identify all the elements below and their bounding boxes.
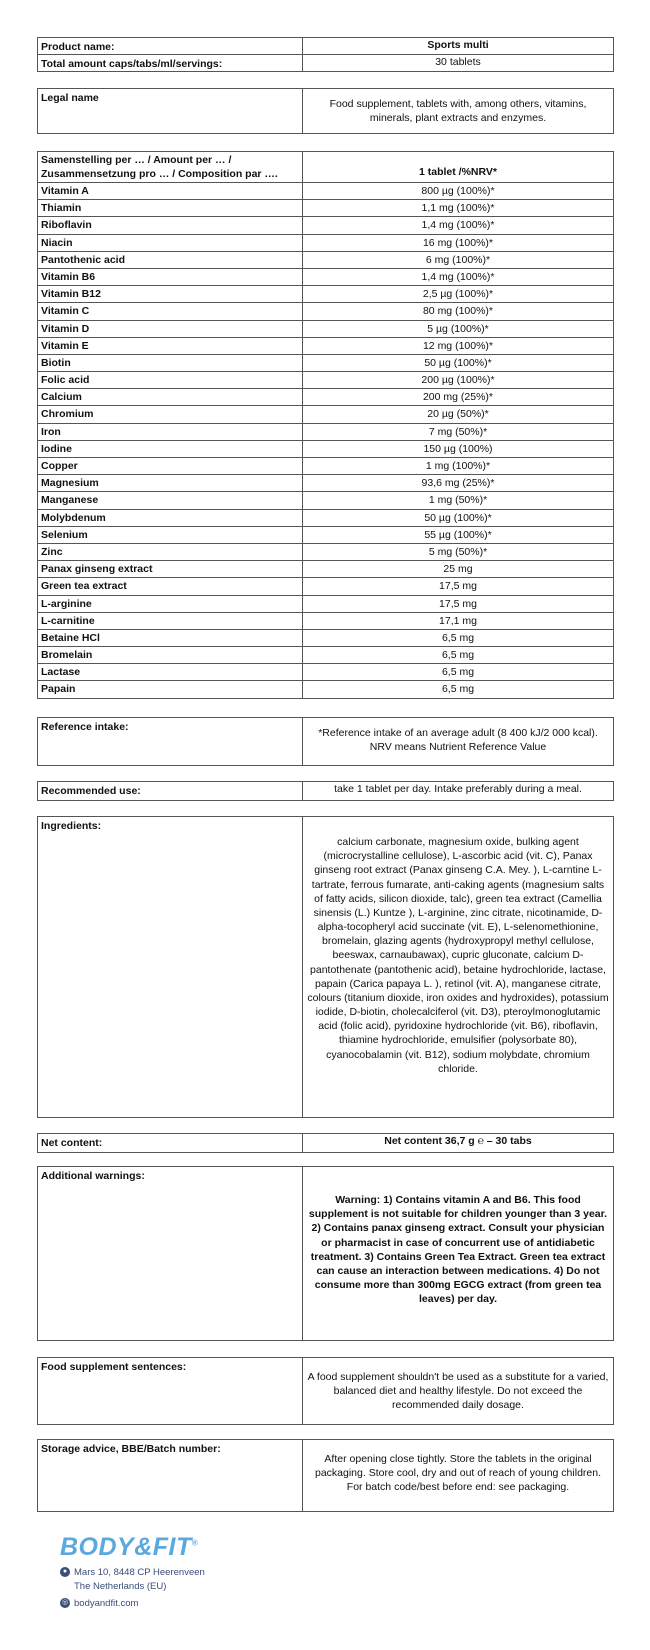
logo-text: BODY&FIT bbox=[60, 1533, 192, 1561]
food-supplement-value: A food supplement shouldn't be used as a substitute for a varied, balanced diet and healthy lifestyle. Do not exceed the recommended daily dosage. bbox=[303, 1358, 614, 1425]
table-row bbox=[38, 303, 614, 320]
nutrient-name: Vitamin D bbox=[38, 320, 303, 337]
nutrient-name: Niacin bbox=[38, 234, 303, 251]
warnings-label: Additional warnings: bbox=[38, 1167, 303, 1341]
amount-value: 30 tablets bbox=[303, 55, 614, 72]
ingredients-value: calcium carbonate, magnesium oxide, bulking agent (microcrystalline cellulose), L-ascorbic acid (vit. C), Panax ginseng root extract (Panax ginseng C.A. Mey. ), L-carntine L-tartrate, ferrous fumarate, anti-caking agents (magnesium salts of fatty acids, silicon dioxide, talc), green tea extract (Camellia sinensis (L.) Kuntze ), L-arginine, zinc citrate, nicotinamide, D-alpha-tocopheryl acid succinate (vit. E), L-selenomethionine, bromelain, glazing agents (hydroxypropyl methyl cellulose, beeswax, carnaubawax), cupric gluconate, calcium D-pantothenate (pantothenic acid), betaine hydrochloride, lactase, papain (Carica papaya L. ), retinol (vit. A), manganese citrate, colours (titanium dioxide, iron oxides and hydroxides), potassium iodide, D-biotin, cholecalciferol (vit. D3), pteroylmonoglutamic acid (folic acid), pyridoxine hydrochloride (vit. B6), riboflavin, thiamine hydrochloride, emulsifier (polysorbate 80), cyanocobalamin (vit. B12), sodium molybdate, chromium chloride. bbox=[303, 817, 614, 1118]
table-row bbox=[38, 234, 614, 251]
composition-table bbox=[37, 151, 614, 699]
nutrient-amount: 16 mg (100%)* bbox=[303, 234, 614, 251]
composition-header-row bbox=[38, 152, 614, 183]
address-line-1 bbox=[60, 1567, 205, 1578]
table-row bbox=[38, 718, 614, 766]
product-table bbox=[37, 37, 614, 72]
table-row bbox=[38, 561, 614, 578]
nutrient-amount: 12 mg (100%)* bbox=[303, 337, 614, 354]
nutrient-amount: 1 mg (50%)* bbox=[303, 492, 614, 509]
legal-name-label: Legal name bbox=[38, 89, 303, 134]
nutrient-name: Copper bbox=[38, 458, 303, 475]
nutrient-amount: 93,6 mg (25%)* bbox=[303, 475, 614, 492]
reference-intake-value: *Reference intake of an average adult (8 400 kJ/2 000 kcal). NRV means Nutrient Reference Value bbox=[303, 718, 614, 766]
website-link[interactable] bbox=[60, 1598, 138, 1609]
reference-intake-label: Reference intake: bbox=[38, 718, 303, 766]
table-row bbox=[38, 286, 614, 303]
nutrient-amount: 50 µg (100%)* bbox=[303, 509, 614, 526]
nutrient-amount: 17,1 mg bbox=[303, 612, 614, 629]
nutrient-name: Vitamin B6 bbox=[38, 268, 303, 285]
composition-header-value: 1 tablet /%NRV* bbox=[303, 152, 614, 183]
nutrient-amount: 2,5 µg (100%)* bbox=[303, 286, 614, 303]
globe-icon: ◎ bbox=[61, 1599, 69, 1607]
table-row bbox=[38, 782, 614, 801]
ingredients-label: Ingredients: bbox=[38, 817, 303, 1118]
nutrient-amount: 150 µg (100%) bbox=[303, 440, 614, 457]
nutrient-amount: 7 mg (50%)* bbox=[303, 423, 614, 440]
nutrient-name: Selenium bbox=[38, 526, 303, 543]
table-row bbox=[38, 1134, 614, 1153]
nutrient-name: L-arginine bbox=[38, 595, 303, 612]
website-text[interactable]: bodyandfit.com bbox=[74, 1598, 139, 1609]
table-row bbox=[38, 337, 614, 354]
table-row bbox=[38, 320, 614, 337]
table-row bbox=[38, 595, 614, 612]
ingredients-table bbox=[37, 816, 614, 1118]
nutrient-amount: 200 µg (100%)* bbox=[303, 372, 614, 389]
nutrient-name: Vitamin A bbox=[38, 183, 303, 200]
food-supplement-table bbox=[37, 1357, 614, 1425]
warnings-value: Warning: 1) Contains vitamin A and B6. This food supplement is not suitable for children younger than 3 year. 2) Contains panax ginseng extract. Consult your physician or pharmacist in case of concurrent use of antidiabetic treatment. 3) Contains Green Tea Extract. Green tea extract can cause an interaction between medications. 4) Do not consume more than 300mg EGCG extract (from green tea leaves) per day. bbox=[303, 1167, 614, 1341]
nutrient-name: Thiamin bbox=[38, 200, 303, 217]
table-row bbox=[38, 681, 614, 698]
nutrient-amount: 1,4 mg (100%)* bbox=[303, 268, 614, 285]
nutrient-amount: 1 mg (100%)* bbox=[303, 458, 614, 475]
nutrient-amount: 5 mg (50%)* bbox=[303, 543, 614, 560]
table-row bbox=[38, 578, 614, 595]
recommended-use-value: take 1 tablet per day. Intake preferably during a meal. bbox=[303, 782, 614, 801]
table-row bbox=[38, 55, 614, 72]
nutrient-name: Chromium bbox=[38, 406, 303, 423]
table-row bbox=[38, 1167, 614, 1341]
net-content-table bbox=[37, 1133, 614, 1153]
nutrient-amount: 200 mg (25%)* bbox=[303, 389, 614, 406]
location-pin-icon: ● bbox=[60, 1567, 70, 1577]
legal-name-table bbox=[37, 88, 614, 134]
amount-label: Total amount caps/tabs/ml/servings: bbox=[38, 55, 303, 72]
address-street: Mars 10, 8448 CP Heerenveen bbox=[74, 1567, 205, 1578]
nutrient-name: Vitamin C bbox=[38, 303, 303, 320]
nutrient-name: Bromelain bbox=[38, 647, 303, 664]
nutrient-amount: 6,5 mg bbox=[303, 681, 614, 698]
nutrient-amount: 1,1 mg (100%)* bbox=[303, 200, 614, 217]
table-row bbox=[38, 38, 614, 55]
table-row bbox=[38, 183, 614, 200]
nutrient-name: Iodine bbox=[38, 440, 303, 457]
nutrient-name: Zinc bbox=[38, 543, 303, 560]
recommended-use-label: Recommended use: bbox=[38, 782, 303, 801]
storage-table bbox=[37, 1439, 614, 1512]
nutrient-name: Betaine HCl bbox=[38, 629, 303, 646]
table-row bbox=[38, 526, 614, 543]
table-row bbox=[38, 612, 614, 629]
product-name-value: Sports multi bbox=[303, 38, 614, 55]
nutrient-amount: 6 mg (100%)* bbox=[303, 251, 614, 268]
table-row bbox=[38, 543, 614, 560]
table-row bbox=[38, 664, 614, 681]
table-row bbox=[38, 458, 614, 475]
nutrient-name: Manganese bbox=[38, 492, 303, 509]
table-row bbox=[38, 1440, 614, 1512]
nutrient-amount: 20 µg (50%)* bbox=[303, 406, 614, 423]
table-row bbox=[38, 217, 614, 234]
nutrient-name: Magnesium bbox=[38, 475, 303, 492]
nutrient-amount: 6,5 mg bbox=[303, 664, 614, 681]
table-row bbox=[38, 89, 614, 134]
nutrient-amount: 17,5 mg bbox=[303, 578, 614, 595]
nutrient-name: Panax ginseng extract bbox=[38, 561, 303, 578]
storage-value: After opening close tightly. Store the tablets in the original packaging. Store cool, dry and out of reach of young children. For batch code/best before end: see packaging. bbox=[303, 1440, 614, 1512]
net-content-value: Net content 36,7 g ℮ – 30 tabs bbox=[303, 1134, 614, 1153]
table-row bbox=[38, 817, 614, 1118]
table-row bbox=[38, 200, 614, 217]
table-row bbox=[38, 1358, 614, 1425]
nutrient-name: Biotin bbox=[38, 354, 303, 371]
address-line-2: The Netherlands (EU) bbox=[74, 1581, 167, 1592]
table-row bbox=[38, 406, 614, 423]
legal-name-value: Food supplement, tablets with, among others, vitamins, minerals, plant extracts and enzymes. bbox=[303, 89, 614, 134]
nutrient-name: Papain bbox=[38, 681, 303, 698]
nutrient-amount: 6,5 mg bbox=[303, 647, 614, 664]
nutrient-name: Vitamin B12 bbox=[38, 286, 303, 303]
table-row bbox=[38, 629, 614, 646]
product-name-label: Product name: bbox=[38, 38, 303, 55]
net-content-label: Net content: bbox=[38, 1134, 303, 1153]
nutrient-amount: 800 µg (100%)* bbox=[303, 183, 614, 200]
nutrient-name: Folic acid bbox=[38, 372, 303, 389]
table-row bbox=[38, 423, 614, 440]
nutrient-name: Pantothenic acid bbox=[38, 251, 303, 268]
table-row bbox=[38, 251, 614, 268]
table-row bbox=[38, 268, 614, 285]
table-row bbox=[38, 389, 614, 406]
table-row bbox=[38, 354, 614, 371]
nutrient-name: Iron bbox=[38, 423, 303, 440]
nutrient-name: Riboflavin bbox=[38, 217, 303, 234]
table-row bbox=[38, 647, 614, 664]
storage-label: Storage advice, BBE/Batch number: bbox=[38, 1440, 303, 1512]
recommended-use-table bbox=[37, 781, 614, 801]
nutrient-name: Calcium bbox=[38, 389, 303, 406]
nutrient-amount: 5 µg (100%)* bbox=[303, 320, 614, 337]
reference-intake-table bbox=[37, 717, 614, 766]
registered-mark: ® bbox=[191, 1538, 199, 1548]
nutrient-amount: 80 mg (100%)* bbox=[303, 303, 614, 320]
food-supplement-label: Food supplement sentences: bbox=[38, 1358, 303, 1425]
nutrient-name: Vitamin E bbox=[38, 337, 303, 354]
nutrient-amount: 25 mg bbox=[303, 561, 614, 578]
nutrient-name: Molybdenum bbox=[38, 509, 303, 526]
brand-logo bbox=[60, 1533, 198, 1562]
nutrient-name: L-carnitine bbox=[38, 612, 303, 629]
table-row bbox=[38, 440, 614, 457]
composition-header-label: Samenstelling per … / Amount per … / Zusammensetzung pro … / Composition par …. bbox=[38, 152, 303, 183]
table-row bbox=[38, 492, 614, 509]
nutrient-amount: 1,4 mg (100%)* bbox=[303, 217, 614, 234]
nutrient-amount: 55 µg (100%)* bbox=[303, 526, 614, 543]
nutrient-name: Lactase bbox=[38, 664, 303, 681]
table-row bbox=[38, 475, 614, 492]
nutrient-amount: 50 µg (100%)* bbox=[303, 354, 614, 371]
warnings-table bbox=[37, 1166, 614, 1341]
table-row bbox=[38, 372, 614, 389]
table-row bbox=[38, 509, 614, 526]
nutrient-name: Green tea extract bbox=[38, 578, 303, 595]
nutrient-amount: 17,5 mg bbox=[303, 595, 614, 612]
nutrient-amount: 6,5 mg bbox=[303, 629, 614, 646]
